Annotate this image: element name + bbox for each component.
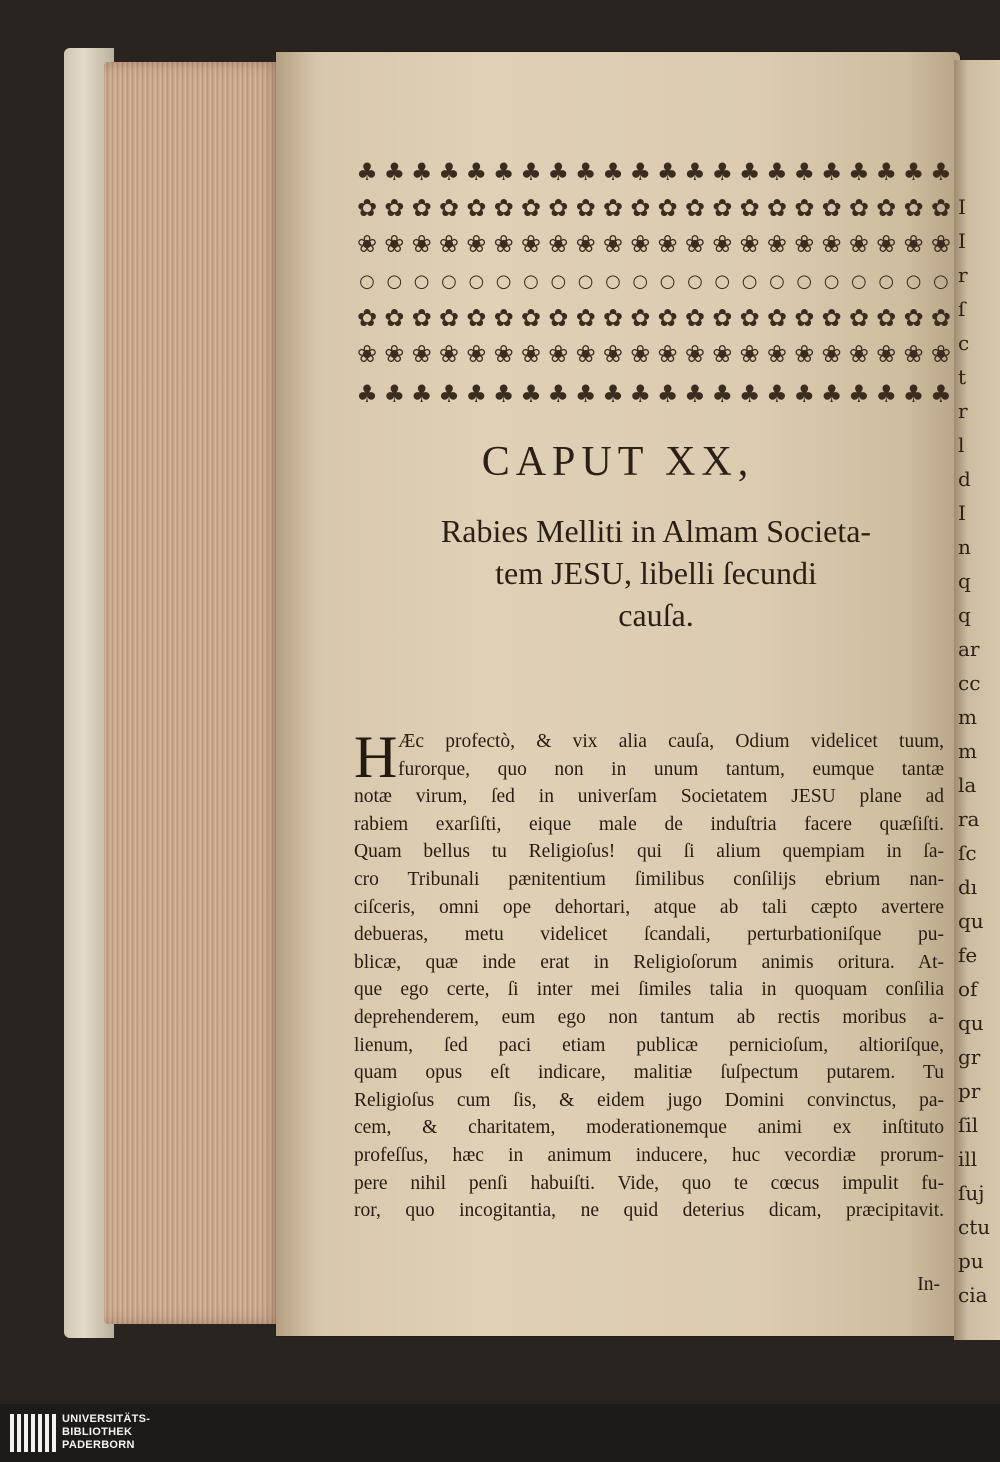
library-logo-text (62, 1413, 150, 1452)
facing-page-fragment: c (958, 331, 970, 355)
chapter-subtitle-line: cauſa. (618, 597, 694, 633)
facing-page-fragment: m (958, 705, 977, 729)
facing-page-fragment: ill (958, 1147, 978, 1171)
facing-page-fragment: d (958, 467, 971, 491)
facing-page-fragment: q (958, 569, 971, 593)
facing-page-fragment: la (958, 773, 977, 797)
text-line: Æc profectò, & vix alia cauſa, Odium videlicet tuum, (398, 731, 944, 752)
facing-page-fragment: pu (958, 1249, 984, 1273)
ornament-row: ○ ○ ○ ○ ○ ○ ○ ○ ○ ○ ○ ○ ○ ○ ○ ○ ○ ○ ○ ○ ○ ○ (359, 271, 949, 292)
facing-page-fragment: n (958, 535, 971, 559)
facing-page-fragment: ſil (958, 1113, 979, 1137)
text-line: notæ virum, ſed in univerſam Societatem JESU plane ad (354, 786, 944, 808)
book-page (276, 52, 960, 1336)
facing-page-fragment: fe (958, 943, 978, 967)
catchword: In- (917, 1274, 940, 1295)
facing-page-fragment: q (958, 603, 971, 627)
ornamental-headpiece (356, 157, 952, 415)
facing-page-fragment: ſc (958, 841, 977, 865)
facing-page-edge (954, 60, 1000, 1340)
text-line: ciſceris, omni ope dehortari, atque ab tali cæpto avertere (354, 896, 944, 918)
facing-page-fragment: ctu (958, 1215, 991, 1239)
text-line: debueras, metu videlicet ſcandali, perturbationiſque pu- (354, 924, 944, 946)
facing-page-fragment: of (958, 977, 978, 1001)
logo-line: UNIVERSITÄTS- (62, 1413, 151, 1425)
facing-page-fragment: ra (958, 807, 980, 831)
text-line: quam opus eſt indicare, malitiæ ſuſpectum putarem. Tu (354, 1062, 944, 1084)
text-line: rabiem exarſiſti, eique male de induſtria facere quæſiſti. (354, 813, 944, 835)
text-line: profeſſus, hæc in animum inducere, huc vecordiæ prorum- (354, 1144, 944, 1166)
facing-page-fragment: I (958, 195, 966, 219)
facing-page-fragment: qu (958, 1011, 984, 1035)
logo-line: PADERBORN (62, 1439, 135, 1451)
library-logo-icon (10, 1414, 56, 1452)
facing-page-fragment: I (958, 229, 966, 253)
ornament-row: ✿ ✿ ✿ ✿ ✿ ✿ ✿ ✿ ✿ ✿ ✿ ✿ ✿ ✿ ✿ ✿ ✿ ✿ ✿ ✿ ✿ ✿ (356, 304, 951, 332)
facing-page-fragment: t (958, 365, 967, 389)
text-line: cro Tribunali pænitentium ſimilibus conſilijs ebrium nan- (354, 868, 944, 890)
library-footer (0, 1404, 1000, 1462)
facing-page-fragment: cia (958, 1283, 988, 1307)
page-stack-edge (104, 62, 282, 1324)
text-line: furorque, quo non in unum tantum, eumque tantæ (398, 758, 944, 780)
facing-page-fragment: l (958, 433, 965, 457)
text-line: Religioſus cum ſis, & eidem jugo Domini convinctus, pa- (354, 1089, 944, 1111)
text-line: blicæ, quæ inde erat in Religioſorum animis oritura. At- (354, 951, 944, 973)
text-line: deprehenderem, eum ego non tantum ab rectis moribus a- (354, 1006, 944, 1028)
facing-page-fragment: ſ (958, 297, 966, 321)
chapter-subtitle-line: tem JESU, libelli ſecundi (495, 555, 817, 591)
ornament-row: ♣ ♣ ♣ ♣ ♣ ♣ ♣ ♣ ♣ ♣ ♣ ♣ ♣ ♣ ♣ ♣ ♣ ♣ ♣ ♣ ♣ ♣ (356, 158, 952, 186)
facing-page-fragment: r (958, 263, 968, 287)
facing-page-fragment: pr (958, 1079, 981, 1103)
facing-page-fragment: ſuj (958, 1181, 985, 1205)
chapter-heading: CAPUT XX, (481, 439, 755, 485)
text-line: que ego certe, ſi inter mei ſimiles talia in quoquam conſilia (354, 979, 944, 1001)
facing-page-fragment: m (958, 739, 977, 763)
text-line: cem, & charitatem, moderationemque animi ex inſtituto (354, 1117, 944, 1139)
text-line: lienum, ſed paci etiam publicæ pernicioſum, altioriſque, (354, 1034, 944, 1056)
facing-page-fragment: gr (958, 1045, 981, 1069)
logo-line: BIBLIOTHEK (62, 1426, 133, 1438)
facing-page-fragment: qu (958, 909, 984, 933)
text-line: pere nihil penſi habuiſti. Vide, quo te cœcus impulit fu- (354, 1172, 944, 1194)
ornament-row: ❀ ❀ ❀ ❀ ❀ ❀ ❀ ❀ ❀ ❀ ❀ ❀ ❀ ❀ ❀ ❀ ❀ ❀ ❀ ❀ ❀ ❀ (356, 230, 951, 258)
text-line: Quam bellus tu Religioſus! qui ſi alium quempiam in ſa- (354, 841, 944, 863)
facing-page-fragment: cc (958, 671, 981, 695)
facing-page-fragment: I (958, 501, 966, 525)
ornament-row: ♣ ♣ ♣ ♣ ♣ ♣ ♣ ♣ ♣ ♣ ♣ ♣ ♣ ♣ ♣ ♣ ♣ ♣ ♣ ♣ ♣ ♣ (356, 380, 952, 408)
facing-page-fragment: r (958, 399, 968, 423)
body-text (354, 724, 944, 1225)
facing-page-fragment: dı (958, 875, 978, 899)
text-line: ror, quo incogitantia, ne quid deterius dicam, præcipitavit. (354, 1200, 944, 1222)
ornament-row: ❀ ❀ ❀ ❀ ❀ ❀ ❀ ❀ ❀ ❀ ❀ ❀ ❀ ❀ ❀ ❀ ❀ ❀ ❀ ❀ ❀ ❀ (356, 340, 951, 368)
facing-page-fragment: ar (958, 637, 980, 661)
drop-cap: H (354, 724, 398, 790)
chapter-subtitle-line: Rabies Melliti in Almam Societa- (440, 513, 872, 549)
ornament-row: ✿ ✿ ✿ ✿ ✿ ✿ ✿ ✿ ✿ ✿ ✿ ✿ ✿ ✿ ✿ ✿ ✿ ✿ ✿ ✿ ✿ ✿ (356, 194, 951, 222)
